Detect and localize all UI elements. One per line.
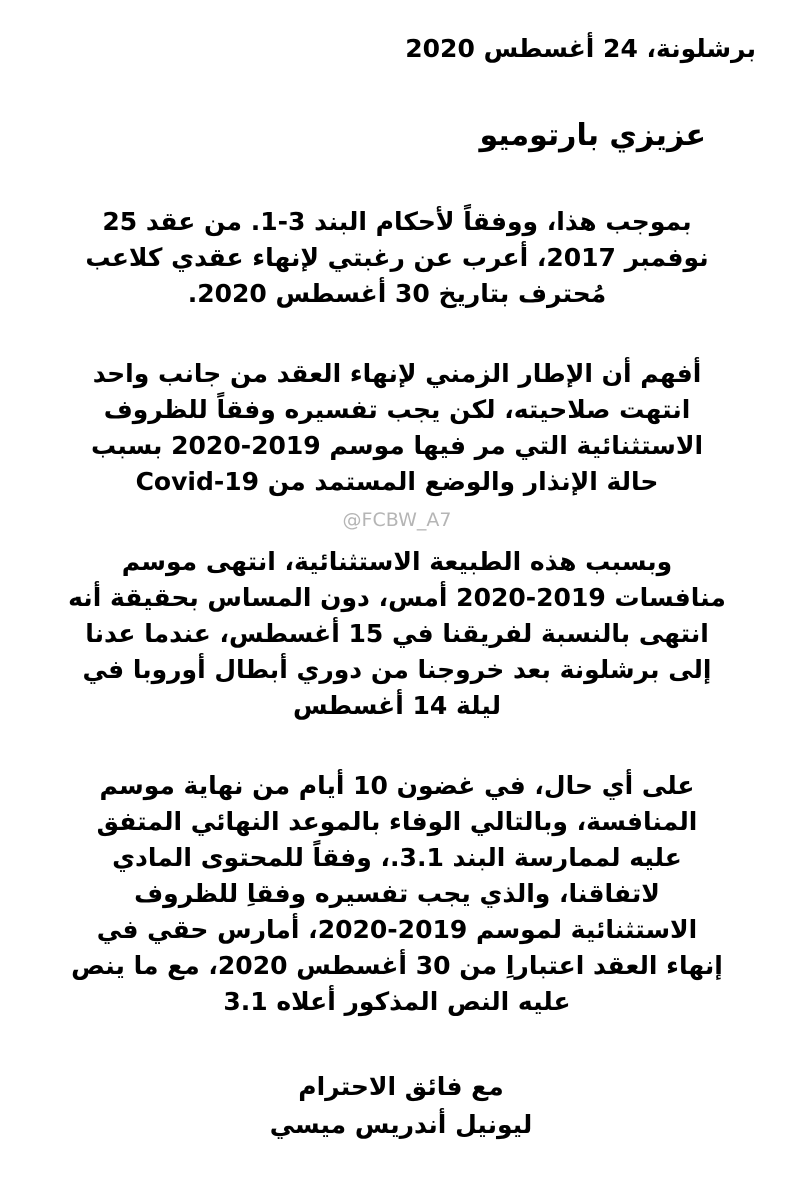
- paragraph-line: لاتفاقنا، والذي يجب تفسيره وفقاِ للظروف: [134, 879, 660, 908]
- paragraph-line: بموجب هذا، ووفقاً لأحكام البند 3-1. من عقد 25: [102, 207, 692, 236]
- paragraph-line: منافسات 2019-2020 أمس، دون المساس بحقيقة أنه: [68, 583, 726, 612]
- signature-name: ليونيل أندريس ميسي: [269, 1110, 533, 1139]
- paragraph-line: المنافسة، وبالتالي الوفاء بالموعد النهائي المتفق: [96, 807, 698, 836]
- paragraph-line: حالة الإنذار والوضع المستمد من Covid-19: [135, 467, 659, 496]
- closing-phrase: مع فائق الاحترام: [298, 1072, 504, 1101]
- paragraph-line: أفهم أن الإطار الزمني لإنهاء العقد من جانب واحد: [92, 359, 702, 388]
- paragraph-4: [60, 768, 734, 1020]
- paragraph-line: عليه لممارسة البند 3.1.، وفقاً للمحتوى المادي: [112, 843, 682, 872]
- paragraph-line: إنهاء العقد اعتباراِ من 30 أغسطس 2020، مع ما ينص: [71, 951, 723, 980]
- paragraph-2: [60, 356, 734, 500]
- letter-dateline: برشلونة، 24 أغسطس 2020: [405, 34, 756, 63]
- paragraph-line: انتهت صلاحيته، لكن يجب تفسيره وفقاً للظروف: [103, 395, 691, 424]
- paragraph-line: ليلة 14 أغسطس: [293, 691, 501, 720]
- watermark-handle: @FCBW_A7: [342, 509, 452, 531]
- paragraph-line: الاستثنائية التي مر فيها موسم 2019-2020 بسبب: [90, 431, 704, 460]
- letter-salutation: عزيزي بارتوميو: [479, 118, 706, 153]
- paragraph-line: نوفمبر 2017، أعرب عن رغبتي لإنهاء عقدي كلاعب: [85, 243, 709, 272]
- paragraph-3: [60, 544, 734, 724]
- paragraph-line: مُحترف بتاريخ 30 أغسطس 2020.: [187, 279, 607, 308]
- paragraph-line: وبسبب هذه الطبيعة الاستثنائية، انتهى موسم: [121, 547, 673, 576]
- paragraph-1: [60, 204, 734, 312]
- paragraph-line: انتهى بالنسبة لفريقنا في 15 أغسطس، عندما عدنا: [85, 619, 709, 648]
- paragraph-line: عليه النص المذكور أعلاه 3.1: [223, 987, 571, 1016]
- paragraph-line: إلى برشلونة بعد خروجنا من دوري أبطال أوروبا في: [82, 655, 712, 684]
- paragraph-line: على أي حال، في غضون 10 أيام من نهاية موسم: [99, 771, 695, 800]
- letter-closing: [0, 1068, 794, 1144]
- paragraph-line: الاستثنائية لموسم 2019-2020، أمارس حقي في: [96, 915, 698, 944]
